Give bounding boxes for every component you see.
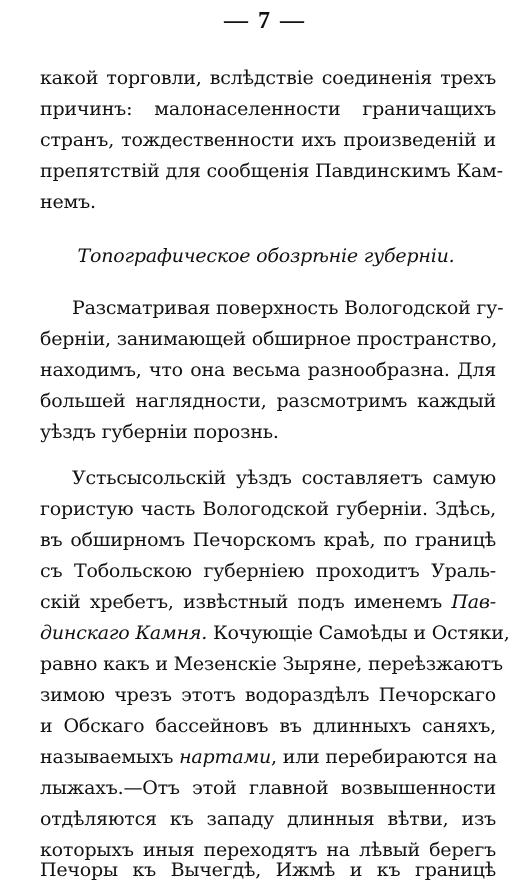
text-line: причинъ: малонаселенности граничащихъ xyxy=(40,98,496,120)
text-line: Разсматривая поверхность Вологодской гу- xyxy=(72,297,504,319)
text-line: уѣздъ губерніи порознь. xyxy=(40,421,279,443)
text-line: находимъ, что она весьма разнообразна. Для xyxy=(40,359,496,381)
text-line: съ Тобольскою губерніею проходитъ Ураль- xyxy=(40,560,496,582)
text-line: равно какъ и Мезенскіе Зыряне, переѣзжаютъ xyxy=(40,653,503,675)
text-line: берніи, занимающей обширное пространство, xyxy=(40,328,498,350)
text-span: скій хребетъ, извѣстный подъ именемъ xyxy=(40,591,452,613)
text-line: зимою чрезъ этотъ водораздѣлъ Печорскаго xyxy=(40,684,496,706)
text-line: отдѣляются къ западу длинныя вѣтви, изъ xyxy=(40,808,496,830)
text-line: большей наглядности, разсмотримъ каждый xyxy=(40,390,496,412)
text-span: Кочующіе Самоѣды и Остяки, xyxy=(207,622,510,644)
text-line: гористую часть Вологодской губерніи. Здѣсь, xyxy=(40,498,496,520)
text-line: и Обскаго бассейновъ въ длинныхъ саняхъ, xyxy=(40,715,496,737)
text-line: Устьсысольскій уѣздъ составляетъ самую xyxy=(72,467,496,489)
text-span: называемыхъ xyxy=(40,746,180,768)
text-line: которыхъ иныя переходятъ на лѣвый берегъ xyxy=(40,839,496,861)
text-line: препятствій для сообщенія Павдинскимъ Кам- xyxy=(40,160,503,182)
text-line: въ обширномъ Печорскомъ краѣ, по границѣ xyxy=(40,529,496,551)
text-span: , или перебираются на xyxy=(271,746,497,768)
text-line xyxy=(40,586,496,618)
text-line: какой торговли, вслѣдствіе соединенія трехъ xyxy=(40,67,496,89)
text-line: Печоры къ Вычегдѣ, Ижмѣ и къ границѣ xyxy=(40,859,496,881)
text-line: лыжахъ.—Отъ этой главной возвышенности xyxy=(40,777,496,799)
page-number: — 7 — xyxy=(224,8,306,34)
italic-text: Пав- xyxy=(451,591,496,613)
section-heading: Топографическое обозрѣніе губерніи. xyxy=(77,245,455,267)
text-line: немъ. xyxy=(40,191,96,213)
text-line xyxy=(40,617,510,649)
text-line xyxy=(40,741,496,773)
text-line: странъ, тождественности ихъ произведеній и xyxy=(40,129,496,151)
italic-text: динскаго Камня. xyxy=(40,622,208,644)
italic-text: нартами xyxy=(179,746,272,768)
